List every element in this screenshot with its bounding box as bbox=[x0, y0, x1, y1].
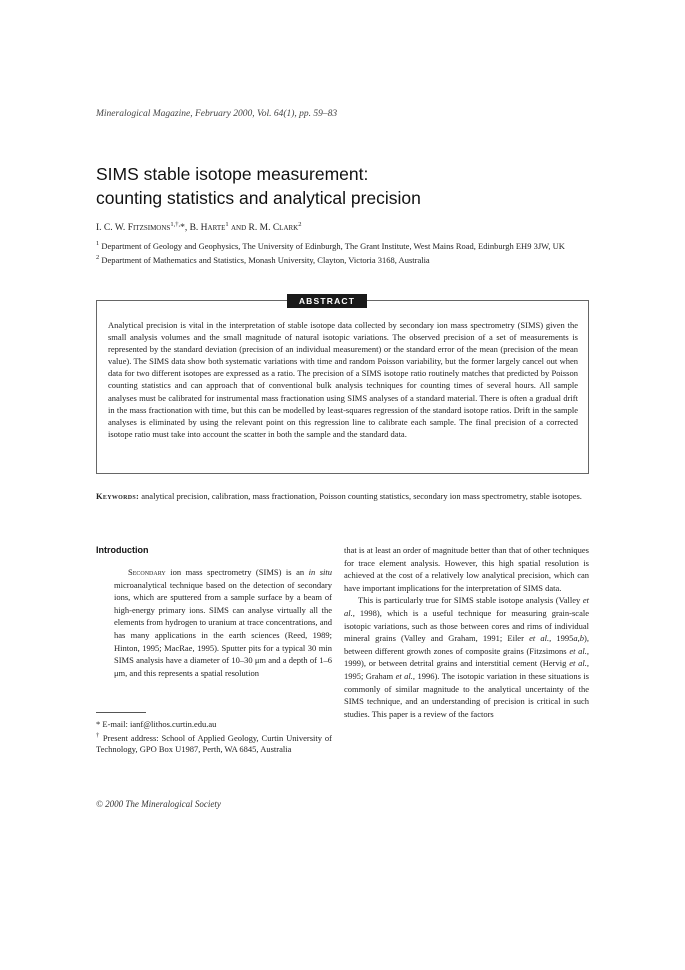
keywords bbox=[96, 490, 588, 502]
affiliation-1-number: 1 bbox=[96, 240, 100, 247]
footnote-rule bbox=[96, 712, 146, 713]
text-run: , 1998), which is a useful technique for measuring grain-scale isotopic variations, such as those between cores and rims of individual mineral grains (Valley and Graham, 1991; Eiler bbox=[344, 607, 589, 644]
italic-run: et al. bbox=[569, 645, 587, 656]
copyright: © 2000 The Mineralogical Society bbox=[96, 799, 221, 809]
text-run: , 1999), or between detrital grains and interstitial cement (Hervig bbox=[344, 645, 589, 669]
author-list bbox=[96, 221, 302, 233]
column-right bbox=[344, 544, 589, 720]
present-address-text: Present address: School of Applied Geology, Curtin University of Technology, GPO Box U1987, Perth, WA 6845, Australia bbox=[96, 732, 332, 754]
keywords-label: Keywords: bbox=[96, 491, 140, 501]
italic-run: b bbox=[579, 633, 585, 644]
intro-paragraph-2 bbox=[344, 594, 589, 720]
title-line-2: counting statistics and analytical precision bbox=[96, 188, 421, 208]
author-3-initials: R. M. bbox=[248, 223, 273, 234]
text-run: This is particularly true for SIMS stable isotope analysis (Valley bbox=[358, 595, 583, 606]
author-2-initials: , B. bbox=[184, 223, 201, 234]
author-2-name: Harte bbox=[200, 223, 226, 234]
intro-paragraph-1 bbox=[114, 566, 332, 679]
text-run: ion mass spectrometry (SIMS) is an bbox=[165, 567, 309, 577]
affiliation-1 bbox=[96, 238, 596, 252]
text-run: , 1995 bbox=[549, 633, 574, 644]
text-run: , bbox=[577, 633, 580, 644]
intro-paragraph-continued: that is at least an order of magnitude better than that of other techniques for trace element analysis. However, this high spatial resolution is achieved at the cost of a relatively low analytical precision, which can have important implications for the interpretation of SIMS data. bbox=[344, 545, 589, 593]
text-run: , 1995; Graham bbox=[344, 658, 589, 681]
section-heading-introduction: Introduction bbox=[96, 545, 149, 555]
author-1-star: * bbox=[180, 223, 185, 234]
author-2-affil-mark: 1 bbox=[225, 221, 229, 228]
footnote-present-address bbox=[96, 730, 332, 755]
author-1-initials: I. C. W. bbox=[96, 223, 128, 234]
article-title bbox=[96, 162, 596, 210]
italic-run: a bbox=[573, 633, 578, 644]
keywords-text: analytical precision, calibration, mass fractionation, Poisson counting statistics, secondary ion mass spectrometry, stable isotopes. bbox=[139, 491, 582, 501]
affiliation-2 bbox=[96, 252, 596, 266]
author-3-name: Clark bbox=[272, 223, 299, 234]
dagger-mark: † bbox=[96, 732, 101, 739]
affiliations bbox=[96, 238, 596, 267]
and-word: and bbox=[228, 223, 249, 234]
text-run: microanalytical technique based on the detection of secondary ions, which are sputtered from a sample surface by a beam of high-energy primary ions. SIMS can analyse virtually all the elements from hydrogen to uranium at trace concentrations, and has many applications in the earth sciences (Reed, 1989; Hinton, 1995; MacRae, 1995). Sputter pits for a typical 30 min SIMS analysis have a diameter of 10–30 μm and a depth of 1–6 μm, and this represents a spatial resolution bbox=[114, 579, 332, 678]
author-3-affil-mark: 2 bbox=[298, 221, 302, 228]
abstract-text: Analytical precision is vital in the interpretation of stable isotope data collected by secondary ion mass spectrometry (SIMS) given the small analysis volumes and the small magnitude of natural isotopic variations. The observed precision of a set of measurements is represented by the standard deviation (precision of an individual measurement) or the standard error of the mean (precision of the mean value). The SIMS data show both systematic variations with time and random Poisson variability, but the former largely cancel out when data for two different isotopes are expressed as a ratio. The precision of a SIMS isotope ratio routinely matches that predicted by Poisson counting statistics and can approach that of conventional bulk analysis techniques for counting times of several hours. All sample analyses must be calibrated for instrumental mass fractionation using SIMS analyses of a standard material. There is often a gradual drift in the mass fractionation with time, but this can be modelled by least-squares regression of the standard isotope ratios. Drift in the sample analyses is eliminated by using the relevant point on this regression line to calibrate each sample. The final precision of a corrected isotope ratio must take into account the scatter in both the sample and the standard data. bbox=[108, 320, 578, 439]
title-line-1: SIMS stable isotope measurement: bbox=[96, 164, 369, 184]
text-run: ), between different growth zones of composite grains (Fitzsimons bbox=[344, 633, 590, 656]
affiliation-1-text: Department of Geology and Geophysics, The University of Edinburgh, The Grant Institute, West Mains Road, Edinburgh EH9 3JW, UK bbox=[99, 240, 565, 251]
text-run: , 1996). The isotopic variation in these situations is commonly of similar magnitude to the analytical uncertainty of the SIMS technique, and an understanding of precision is critical in such studies. This paper is a review of the factors bbox=[344, 670, 589, 719]
affiliation-2-text: Department of Mathematics and Statistics, Monash University, Clayton, Victoria 3168, Australia bbox=[99, 255, 430, 266]
abstract-label: ABSTRACT bbox=[287, 294, 367, 308]
italic-run: et al. bbox=[569, 658, 587, 669]
footnote-email: * E-mail: ianf@lithos.curtin.edu.au bbox=[96, 719, 217, 729]
author-1-affil-marks: 1,†, bbox=[170, 221, 181, 228]
author-1-name: Fitzsimons bbox=[127, 223, 171, 234]
affiliation-2-number: 2 bbox=[96, 254, 100, 262]
footnotes bbox=[96, 719, 332, 755]
lead-word: Secondary bbox=[128, 567, 166, 577]
italic-run: et al. bbox=[529, 633, 550, 644]
italic-run: in situ bbox=[308, 567, 332, 577]
journal-citation: Mineralogical Magazine, February 2000, Vol. 64(1), pp. 59–83 bbox=[96, 109, 338, 119]
italic-run: et al. bbox=[344, 595, 589, 618]
column-left bbox=[114, 566, 332, 679]
italic-run: et al. bbox=[395, 670, 413, 681]
